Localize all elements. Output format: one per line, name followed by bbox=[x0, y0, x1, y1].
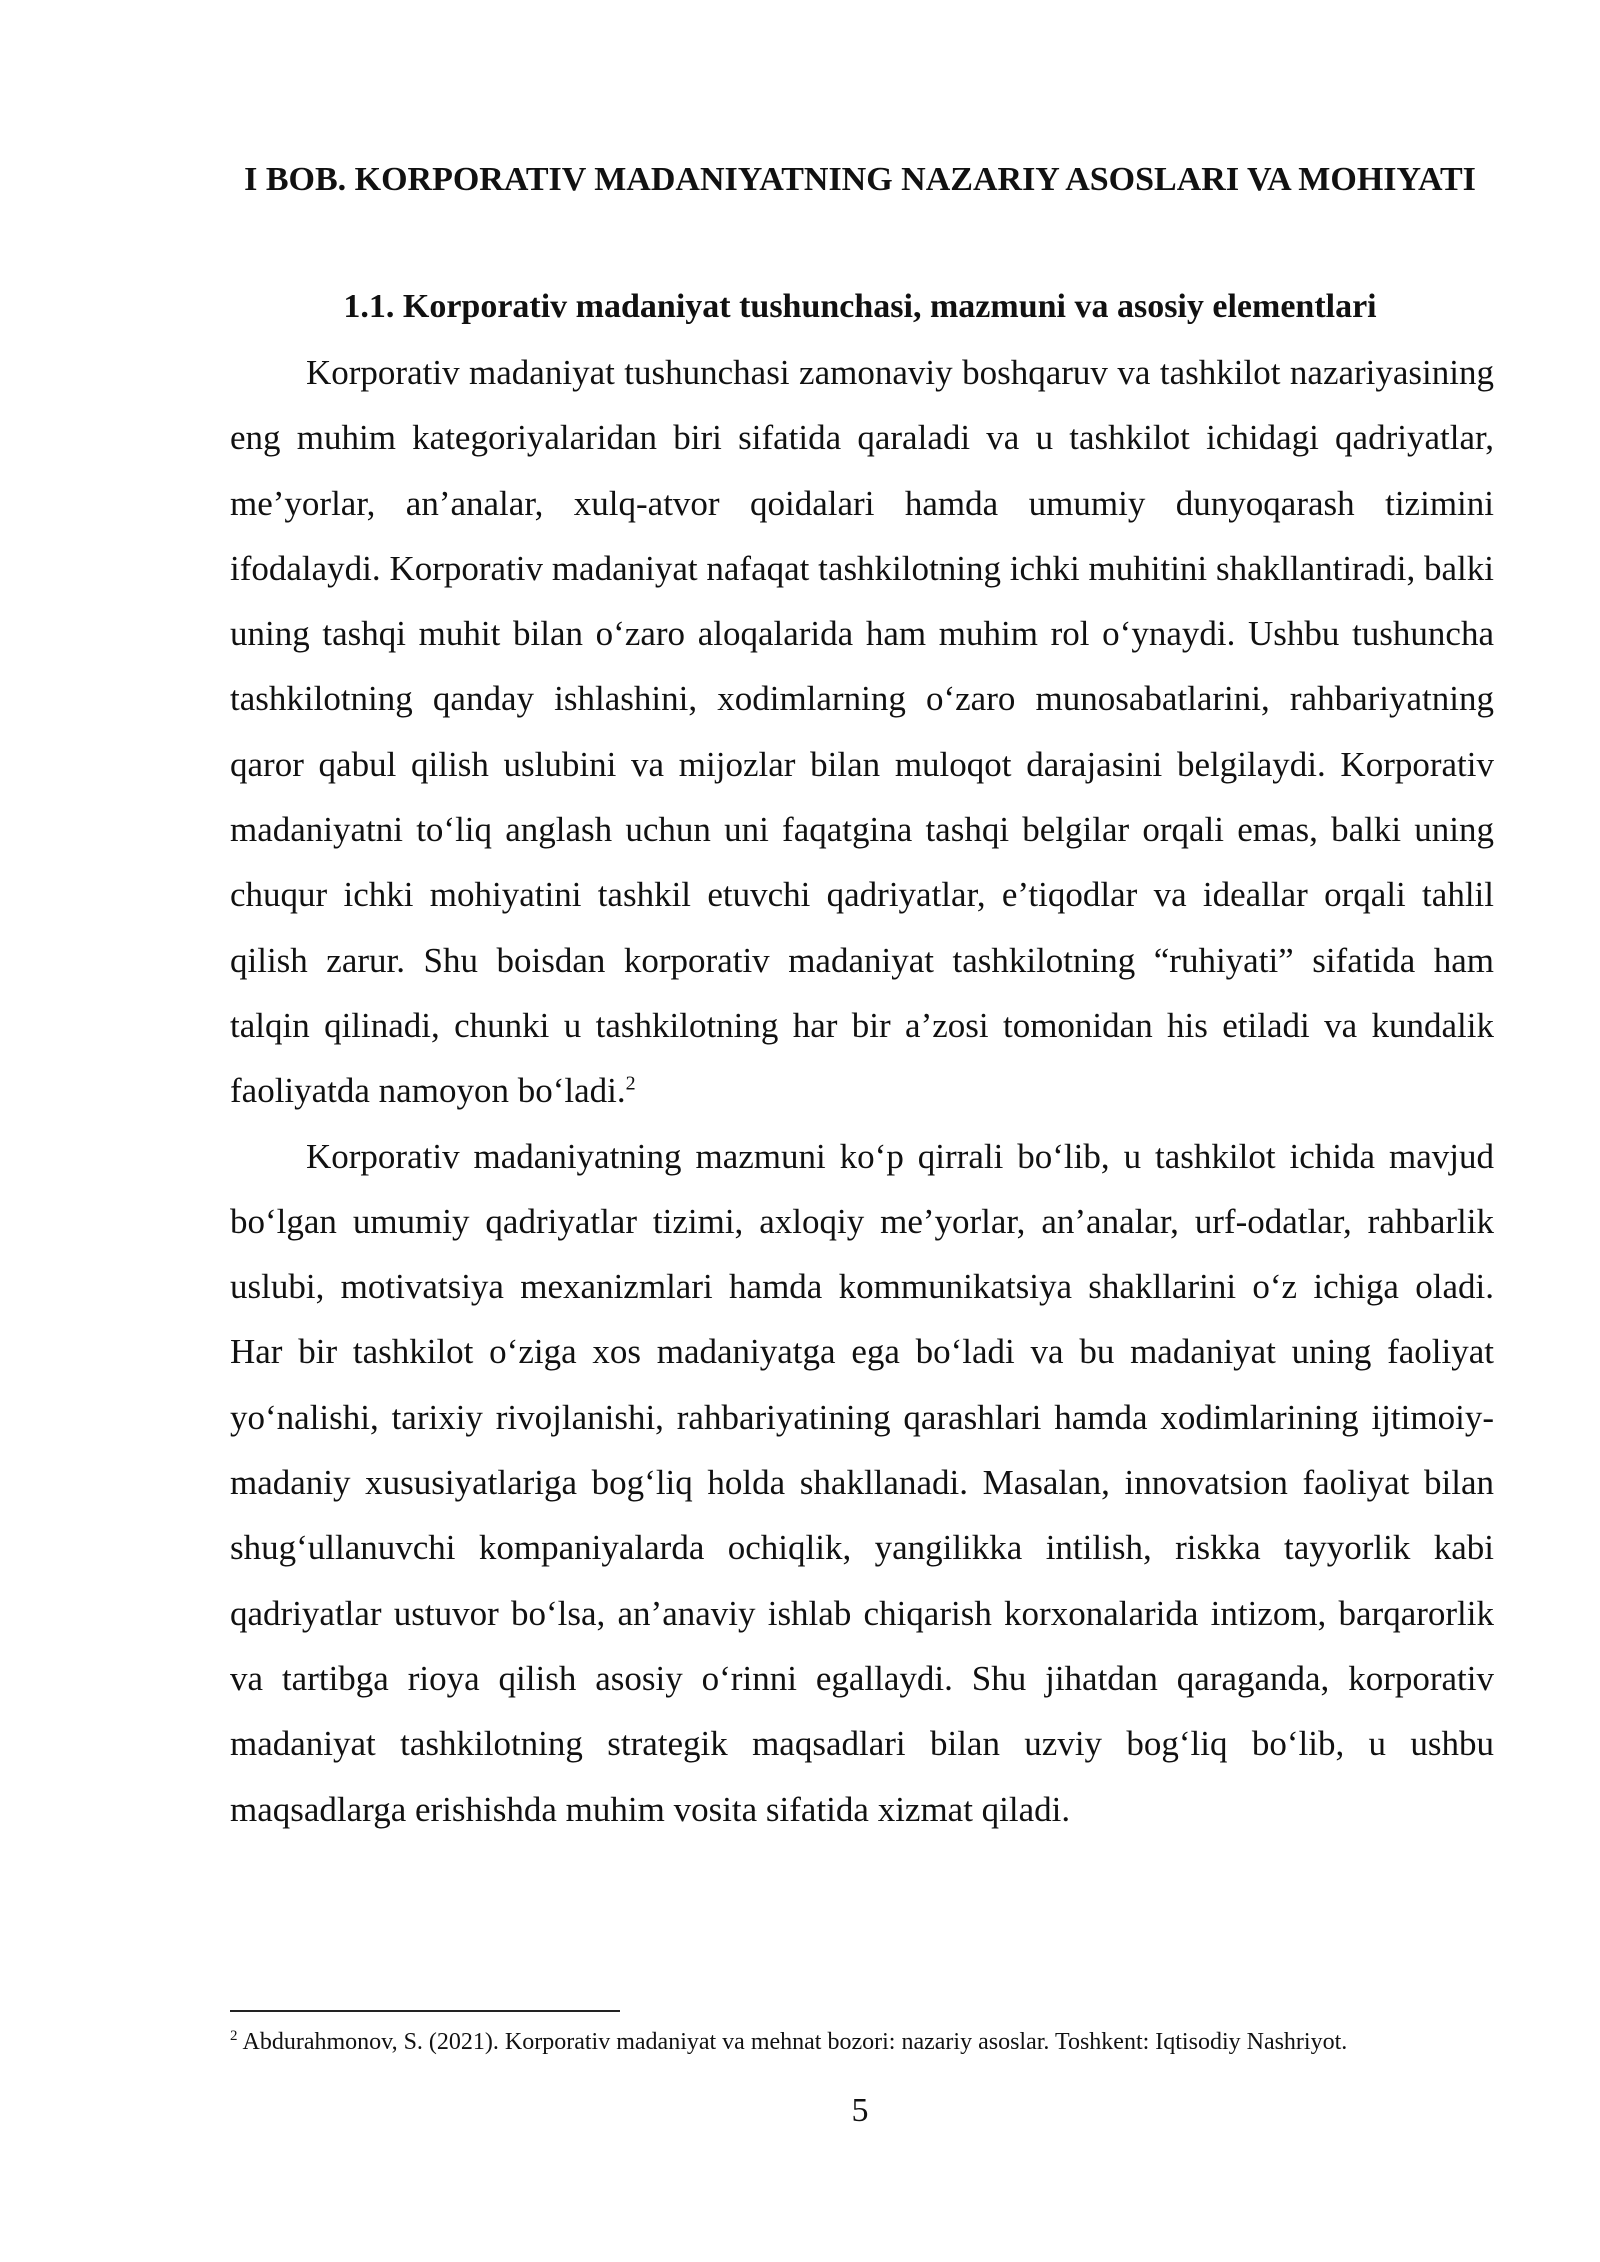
footnote-text: Abdurahmonov, S. (2021). Korporativ madaniyat va mehnat bozori: nazariy asoslar. Toshkent: Iqtisodiy Nashriyot. bbox=[242, 2029, 1348, 2055]
page-number: 5 bbox=[851, 2092, 869, 2129]
paragraph-2-text: Korporativ madaniyatning mazmuni ko‘p qirrali bo‘lib, u tashkilot ichida mavjud bo‘lgan umumiy qadriyatlar tizimi, axloqiy me’yorlar, an’analar, urf-odatlar, rahbarlik uslubi, motivatsiya mexanizmlari hamda kommunikatsiya shakllarini o‘z ichiga oladi. Har bir tashkilot o‘ziga xos madaniyatga ega bo‘ladi va bu madaniyat uning faoliyat yo‘nalishi, tarixiy rivojlanishi, rahbariyatining qarashlari hamda xodimlarining ijtimoiy-madaniy xususiyatlariga bog‘liq holda shakllanadi. Masalan, innovatsion faoliyat bilan shug‘ullanuvchi kompaniyalarda ochiqlik, yangilikka intilish, riskka tayyorlik kabi qadriyatlar ustuvor bo‘lsa, an’anaviy ishlab chiqarish korxonalarida intizom, barqarorlik va tartibga rioya qilish asosiy o‘rinni egallaydi. Shu jihatdan qaraganda, korporativ madaniyat tashkilotning strategik maqsadlari bilan uzviy bog‘liq bo‘lib, u ushbu maqsadlarga erishishda muhim vosita sifatida xizmat qiladi. bbox=[230, 1136, 1494, 1829]
footnote bbox=[230, 2027, 1430, 2057]
footnote-reference[interactable]: 2 bbox=[625, 1072, 636, 1095]
paragraph-2 bbox=[230, 1124, 1494, 1842]
body-text bbox=[230, 340, 1494, 1842]
section-title: 1.1. Korporativ madaniyat tushunchasi, mazmuni va asosiy elementlari bbox=[343, 288, 1377, 325]
paragraph-1-text: Korporativ madaniyat tushunchasi zamonaviy boshqaruv va tashkilot nazariyasining eng muhim kategoriyalaridan biri sifatida qaraladi va u tashkilot ichidagi qadriyatlar, me’yorlar, an’analar, xulq-atvor qoidalari hamda umumiy dunyoqarash tizimini ifodalaydi. Korporativ madaniyat nafaqat tashkilotning ichki muhitini shakllantiradi, balki uning tashqi muhit bilan o‘zaro aloqalarida ham muhim rol o‘ynaydi. Ushbu tushuncha tashkilotning qanday ishlashini, xodimlarning o‘zaro munosabatlarini, rahbariyatning qaror qabul qilish uslubini va mijozlar bilan muloqot darajasini belgilaydi. Korporativ madaniyatni to‘liq anglash uchun uni faqatgina tashqi belgilar orqali emas, balki uning chuqur ichki mohiyatini tashkil etuvchi qadriyatlar, e’tiqodlar va ideallar orqali tahlil qilish zarur. Shu boisdan korporativ madaniyat tashkilotning “ruhiyati” sifatida ham talqin qilinadi, chunki u tashkilotning har bir a’zosi tomonidan his etiladi va kundalik faoliyatda namoyon bo‘ladi. bbox=[230, 353, 1494, 1111]
chapter-title: I BOB. KORPORATIV MADANIYATNING NAZARIY ASOSLARI VA MOHIYATI bbox=[244, 161, 1476, 198]
footnote-separator bbox=[230, 2010, 620, 2012]
paragraph-1 bbox=[230, 340, 1494, 1124]
footnote-marker: 2 bbox=[230, 2028, 238, 2044]
